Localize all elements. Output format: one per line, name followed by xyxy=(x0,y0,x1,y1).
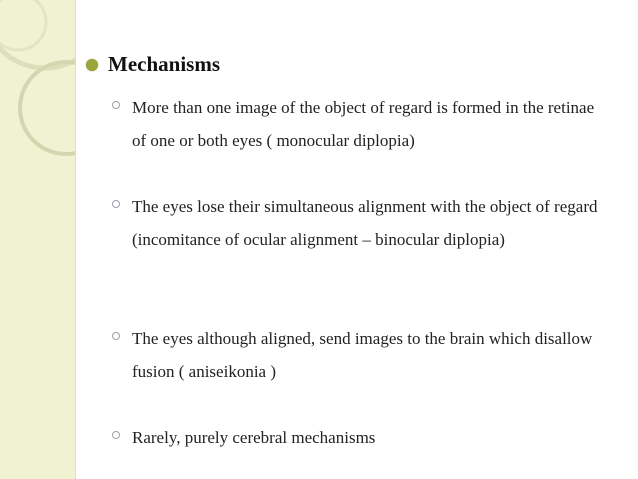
hollow-bullet-icon xyxy=(112,431,120,439)
hollow-bullet-icon xyxy=(112,200,120,208)
bullet-item-3 xyxy=(112,322,612,388)
filled-bullet-icon xyxy=(86,59,98,71)
heading-text: Mechanisms xyxy=(108,52,220,76)
bullet-item-1 xyxy=(112,91,612,157)
decorative-sidebar xyxy=(0,0,76,479)
bullet-item-2 xyxy=(112,190,612,256)
circle-ornament-icon xyxy=(0,0,75,479)
hollow-bullet-icon xyxy=(112,332,120,340)
bullet-text: The eyes although aligned, send images to the brain which disallow fusion ( aniseikonia ) xyxy=(132,329,593,381)
bullet-item-4 xyxy=(112,421,612,454)
bullet-text: Rarely, purely cerebral mechanisms xyxy=(132,428,376,447)
slide-heading xyxy=(86,52,220,77)
bullet-text: The eyes lose their simultaneous alignment with the object of regard (incomitance of ocular alignment – binocular diplopia) xyxy=(132,197,598,249)
hollow-bullet-icon xyxy=(112,101,120,109)
bullet-text: More than one image of the object of regard is formed in the retinae of one or both eyes ( monocular diplopia) xyxy=(132,98,595,150)
